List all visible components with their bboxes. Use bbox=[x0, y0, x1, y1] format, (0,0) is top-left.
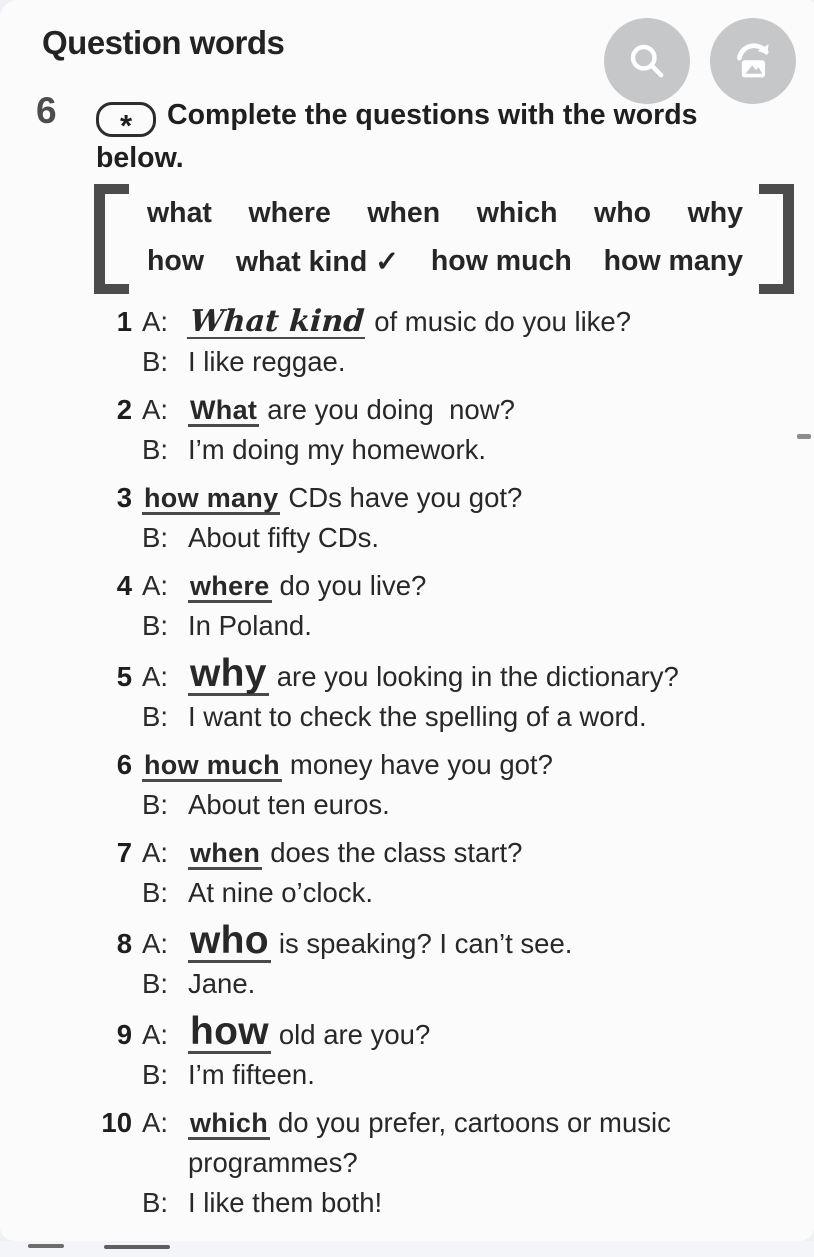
question-rest: does the class start? bbox=[270, 837, 523, 868]
response-line bbox=[86, 430, 796, 470]
question-item bbox=[86, 302, 796, 382]
speaker-a-label: A: bbox=[142, 928, 168, 959]
word-bank-word: what bbox=[147, 196, 212, 229]
question-text bbox=[188, 654, 796, 697]
speaker-a-label: A: bbox=[142, 394, 168, 425]
question-text bbox=[188, 1012, 796, 1055]
scan-mark bbox=[28, 1244, 64, 1248]
right-bracket-icon bbox=[759, 184, 794, 294]
response-line bbox=[86, 342, 796, 382]
response-line bbox=[86, 1055, 796, 1095]
word-bank-word: how much bbox=[430, 245, 572, 278]
question-text bbox=[188, 1103, 796, 1183]
word-bank-word: how many bbox=[603, 245, 743, 278]
question-line bbox=[86, 478, 796, 518]
word-bank-word: what kind ✓ bbox=[235, 246, 400, 279]
question-rest: do you live? bbox=[279, 570, 427, 601]
question-text bbox=[142, 478, 796, 518]
speaker-b-label: B: bbox=[142, 701, 168, 732]
exercise-number: 6 bbox=[36, 90, 57, 131]
question-number: 4 bbox=[116, 570, 132, 601]
speaker-b-label: B: bbox=[142, 346, 168, 377]
word-bank-row bbox=[147, 197, 743, 230]
response-text: I like them both! bbox=[188, 1187, 383, 1218]
question-rest: are you looking in the dictionary? bbox=[276, 661, 679, 692]
question-rest: CDs have you got? bbox=[288, 482, 523, 513]
response-line bbox=[86, 964, 796, 1004]
question-text bbox=[142, 745, 796, 785]
question-line bbox=[86, 745, 796, 785]
speaker-b-label: B: bbox=[142, 434, 168, 465]
response-text: About ten euros. bbox=[188, 789, 390, 820]
question-text bbox=[188, 833, 796, 873]
questions-list bbox=[86, 302, 796, 1231]
question-text bbox=[188, 921, 796, 964]
question-number: 2 bbox=[116, 394, 132, 425]
question-item bbox=[86, 1012, 796, 1095]
response-text: In Poland. bbox=[188, 610, 312, 641]
question-number: 10 bbox=[101, 1107, 132, 1138]
scan-mark bbox=[797, 434, 811, 439]
response-text: About fifty CDs. bbox=[188, 522, 380, 553]
response-line bbox=[86, 873, 796, 913]
question-line bbox=[86, 566, 796, 606]
filled-answer: who bbox=[190, 919, 269, 962]
speaker-b-label: B: bbox=[142, 522, 168, 553]
filled-answer: how bbox=[190, 1010, 269, 1053]
question-number: 1 bbox=[116, 306, 132, 337]
question-line bbox=[86, 390, 796, 430]
question-text bbox=[188, 566, 796, 606]
question-rest: do you prefer, cartoons or music programmes? bbox=[188, 1107, 679, 1178]
question-line bbox=[86, 1103, 796, 1183]
speaker-a-label: A: bbox=[142, 661, 168, 692]
search-button[interactable] bbox=[604, 18, 690, 104]
filled-answer: why bbox=[190, 652, 267, 695]
magnifier-icon bbox=[624, 38, 670, 84]
question-item bbox=[86, 654, 796, 737]
page-edge-strip bbox=[0, 1241, 814, 1257]
question-item bbox=[86, 1103, 796, 1223]
speaker-b-label: B: bbox=[142, 1059, 168, 1090]
question-item bbox=[86, 478, 796, 558]
question-number: 6 bbox=[116, 749, 132, 780]
question-item bbox=[86, 745, 796, 825]
question-text bbox=[188, 302, 796, 342]
question-line bbox=[86, 654, 796, 697]
exercise-instructions bbox=[96, 94, 772, 179]
question-number: 7 bbox=[116, 837, 132, 868]
word-bank-word: where bbox=[248, 196, 331, 229]
question-number: 9 bbox=[116, 1019, 132, 1050]
left-bracket-icon bbox=[94, 184, 129, 294]
filled-answer: how many bbox=[144, 483, 279, 513]
question-number: 3 bbox=[116, 482, 132, 513]
speaker-a-label: A: bbox=[142, 1107, 168, 1138]
question-line bbox=[86, 833, 796, 873]
filled-answer: when bbox=[190, 838, 261, 868]
scan-mark bbox=[104, 1245, 170, 1249]
question-item bbox=[86, 390, 796, 470]
word-bank bbox=[94, 184, 794, 294]
question-rest: money have you got? bbox=[289, 749, 553, 780]
question-number: 8 bbox=[116, 928, 132, 959]
speaker-a-label: A: bbox=[142, 306, 168, 337]
difficulty-badge: * bbox=[96, 102, 156, 137]
question-rest: old are you? bbox=[278, 1019, 431, 1050]
question-line bbox=[86, 302, 796, 342]
speaker-b-label: B: bbox=[142, 877, 168, 908]
speaker-a-label: A: bbox=[142, 570, 168, 601]
question-line bbox=[86, 921, 796, 964]
filled-answer: What bbox=[190, 395, 258, 425]
word-bank-words bbox=[129, 184, 759, 294]
question-item bbox=[86, 566, 796, 646]
question-text bbox=[188, 390, 796, 430]
word-bank-word: when bbox=[367, 196, 441, 229]
question-line bbox=[86, 1012, 796, 1055]
speaker-a-label: A: bbox=[142, 837, 168, 868]
speaker-b-label: B: bbox=[142, 610, 168, 641]
question-rest: are you doing now? bbox=[267, 394, 515, 425]
response-line bbox=[86, 785, 796, 825]
question-rest: is speaking? I can’t see. bbox=[278, 928, 573, 959]
response-line bbox=[86, 697, 796, 737]
response-text: I want to check the spelling of a word. bbox=[188, 701, 647, 732]
response-line bbox=[86, 1183, 796, 1223]
word-bank-word: how bbox=[147, 245, 204, 278]
word-bank-row bbox=[147, 245, 743, 279]
question-number: 5 bbox=[116, 661, 132, 692]
question-item bbox=[86, 833, 796, 913]
response-line bbox=[86, 518, 796, 558]
speaker-a-label: A: bbox=[142, 1019, 168, 1050]
filled-answer: which bbox=[190, 1108, 269, 1138]
word-bank-word: which bbox=[476, 196, 558, 229]
speaker-b-label: B: bbox=[142, 968, 168, 999]
page-title: Question words bbox=[42, 24, 285, 61]
rotate-image-icon bbox=[729, 37, 777, 85]
response-text: I’m doing my homework. bbox=[188, 434, 487, 465]
response-line bbox=[86, 606, 796, 646]
word-bank-word: who bbox=[594, 196, 652, 229]
instructions-line2: below. bbox=[96, 141, 184, 174]
image-search-button[interactable] bbox=[710, 18, 796, 104]
question-item bbox=[86, 921, 796, 1004]
filled-answer: where bbox=[190, 571, 270, 601]
speaker-b-label: B: bbox=[142, 789, 168, 820]
speaker-b-label: B: bbox=[142, 1187, 168, 1218]
response-text: Jane. bbox=[188, 968, 256, 999]
question-rest: of music do you like? bbox=[374, 306, 632, 337]
filled-answer: how much bbox=[144, 750, 280, 780]
response-text: I like reggae. bbox=[188, 346, 346, 377]
response-text: I’m fifteen. bbox=[188, 1059, 315, 1090]
word-bank-word: why bbox=[687, 196, 743, 229]
response-text: At nine o’clock. bbox=[188, 877, 373, 908]
instructions-line1: Complete the questions with the words bbox=[167, 99, 698, 131]
filled-answer: What kind bbox=[188, 304, 366, 339]
